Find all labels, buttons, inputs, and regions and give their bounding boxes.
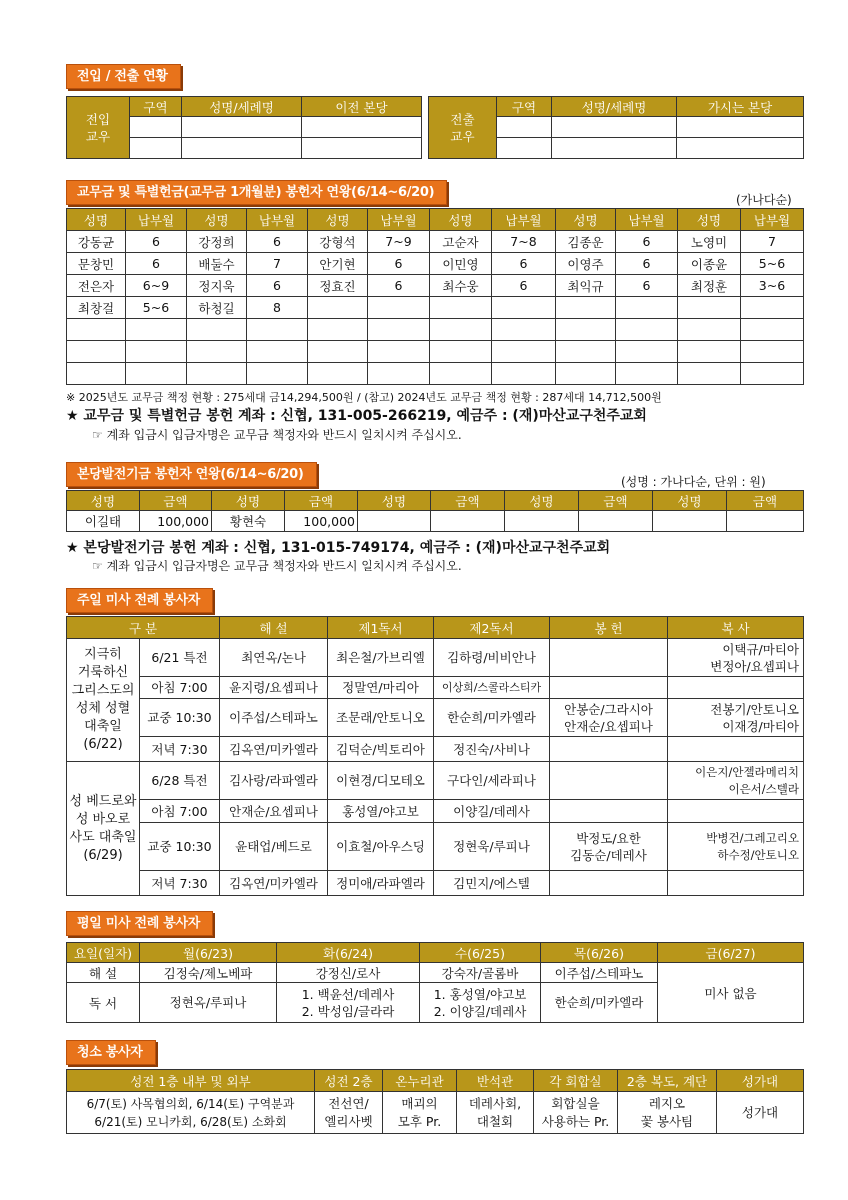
sunday-cell: 정말연/마리아 [328, 677, 434, 699]
sunday-cell: 박병건/그레고리오 하수정/안토니오 [668, 823, 804, 871]
tithe-name-cell [187, 319, 247, 341]
cleaning-cell: 데레사회, 대철회 [457, 1092, 534, 1134]
building-unit-note: (성명 : 가나다순, 단위 : 원) [621, 475, 766, 489]
tithe-name-cell: 최익규 [556, 275, 616, 297]
transfer-out-label: 전출 교우 [429, 97, 497, 159]
tithe-month-cell [368, 341, 430, 363]
tithe-account: ★ 교무금 및 특별헌금 봉헌 계좌 : 신협, 131-005-266219, 예금주 : (재)마산교구천주교회 [66, 408, 647, 424]
building-name-cell [505, 511, 579, 532]
tithe-name-cell [308, 363, 368, 385]
sunday-cell: 윤태업/베드로 [220, 823, 328, 871]
tithe-name-cell [308, 297, 368, 319]
sunday-cell [550, 871, 668, 896]
sunday-cell: 박정도/요한 김동순/데레사 [550, 823, 668, 871]
tithe-month-cell [368, 297, 430, 319]
tithe-name-cell: 강정희 [187, 231, 247, 253]
weekday-table [66, 942, 804, 1023]
building-amount-cell: 100,000 [140, 511, 212, 532]
tithe-name-cell [430, 297, 492, 319]
tithe-name-cell [308, 319, 368, 341]
weekday-cell: 강숙자/골롬바 [420, 963, 541, 983]
sunday-cell: 김옥연/미카엘라 [220, 871, 328, 896]
tithe-month-cell [368, 363, 430, 385]
tithe-name-cell: 김종운 [556, 231, 616, 253]
tithe-row [67, 231, 804, 253]
tithe-month-cell: 6 [247, 231, 308, 253]
tithe-month-cell: 6 [616, 275, 678, 297]
tithe-name-cell: 강동균 [67, 231, 126, 253]
cleaning-cell: 레지오 꽃 봉사팀 [618, 1092, 717, 1134]
sunday-table [66, 616, 804, 896]
tithe-month-cell [126, 363, 187, 385]
tithe-header-cell: 납부월 [741, 209, 804, 231]
weekday-cell: 이주섭/스테파노 [541, 963, 658, 983]
tithe-sort-note: (가나다순) [736, 193, 792, 207]
tithe-name-cell [678, 297, 741, 319]
tithe-month-cell: 7~9 [368, 231, 430, 253]
building-header-cell: 성명 [212, 491, 285, 511]
weekday-cell: 정현옥/루피나 [140, 983, 277, 1023]
cleaning-header-cell: 2층 복도, 계단 [618, 1070, 717, 1092]
tithe-month-cell [616, 341, 678, 363]
sunday-cell: 김덕순/빅토리아 [328, 737, 434, 762]
building-amount-cell [727, 511, 804, 532]
sunday-header-cell: 제2독서 [434, 617, 550, 639]
sunday-feast-label: 성 베드로와 성 바오로 사도 대축일 (6/29) [67, 762, 140, 896]
sunday-row [67, 762, 804, 800]
sunday-cell: 이효철/아우스딩 [328, 823, 434, 871]
tithe-name-cell: 최수웅 [430, 275, 492, 297]
cleaning-table [66, 1069, 804, 1134]
tithe-name-cell: 이영주 [556, 253, 616, 275]
tithe-name-cell [556, 363, 616, 385]
tithe-name-cell: 정지욱 [187, 275, 247, 297]
tithe-name-cell [678, 363, 741, 385]
tithe-name-cell: 이민영 [430, 253, 492, 275]
tithe-month-cell: 6 [126, 253, 187, 275]
cleaning-header-cell: 성전 2층 [315, 1070, 383, 1092]
tithe-name-cell: 노영미 [678, 231, 741, 253]
tithe-name-cell [308, 341, 368, 363]
weekday-friday-cell: 미사 없음 [658, 963, 804, 1023]
weekday-cell: 한순희/미카엘라 [541, 983, 658, 1023]
tithe-name-cell [556, 341, 616, 363]
tithe-name-cell [430, 363, 492, 385]
tithe-table [66, 208, 804, 385]
sunday-cell: 김사랑/라파엘라 [220, 762, 328, 800]
tithe-month-cell [616, 319, 678, 341]
weekday-section-title: 평일 미사 전례 봉사자 [66, 911, 213, 936]
tithe-hint: ☞ 계좌 입금시 입금자명은 교무금 책정자와 반드시 일치시켜 주십시오. [92, 428, 462, 442]
tithe-row [67, 253, 804, 275]
tithe-month-cell: 6 [492, 275, 556, 297]
sunday-cell: 이은지/안젤라메리치 이은서/스텔라 [668, 762, 804, 800]
building-table [66, 490, 804, 532]
cleaning-cell: 전선연/ 엘리사벳 [315, 1092, 383, 1134]
sunday-header-cell: 봉 헌 [550, 617, 668, 639]
building-hint: ☞ 계좌 입금시 입금자명은 교무금 책정자와 반드시 일치시켜 주십시오. [92, 559, 462, 573]
tithe-name-cell: 강형석 [308, 231, 368, 253]
tithe-name-cell [678, 341, 741, 363]
sunday-cell: 안재순/요셉피나 [220, 800, 328, 823]
transfer-out-table: 전출 교우 구역 성명/세례명 가시는 본당 [428, 96, 804, 159]
tithe-header-cell: 납부월 [368, 209, 430, 231]
tithe-name-cell: 배둘수 [187, 253, 247, 275]
building-name-cell [653, 511, 727, 532]
tithe-month-cell [368, 319, 430, 341]
cleaning-header-cell: 각 회합실 [534, 1070, 618, 1092]
sunday-cell [668, 800, 804, 823]
weekday-cell: 1. 홍성열/야고보 2. 이양길/데레사 [420, 983, 541, 1023]
building-header-cell: 금액 [579, 491, 653, 511]
sunday-cell: 저녁 7:30 [140, 737, 220, 762]
transfer-section-title: 전입 / 전출 연황 [66, 64, 181, 89]
tithe-header-cell: 납부월 [247, 209, 308, 231]
tithe-header-cell: 납부월 [126, 209, 187, 231]
weekday-commentary-row [67, 963, 804, 983]
tithe-month-cell [492, 363, 556, 385]
sunday-cell: 정미애/라파엘라 [328, 871, 434, 896]
tithe-name-cell [67, 319, 126, 341]
cleaning-header-cell: 온누리관 [383, 1070, 457, 1092]
sunday-cell: 교중 10:30 [140, 823, 220, 871]
tithe-header-cell: 성명 [187, 209, 247, 231]
tithe-row [67, 363, 804, 385]
tithe-name-cell [67, 341, 126, 363]
sunday-cell: 한순희/미카엘라 [434, 699, 550, 737]
tithe-name-cell [430, 319, 492, 341]
tithe-name-cell [678, 319, 741, 341]
tithe-header-cell: 납부월 [492, 209, 556, 231]
sunday-cell: 구다인/세라피나 [434, 762, 550, 800]
sunday-header-cell: 복 사 [668, 617, 804, 639]
building-header-cell: 성명 [653, 491, 727, 511]
tithe-month-cell [492, 297, 556, 319]
building-header-cell: 금액 [727, 491, 804, 511]
transfer-in-table: 전입 교우 구역 성명/세례명 이전 본당 [66, 96, 422, 159]
cleaning-header-cell: 반석관 [457, 1070, 534, 1092]
weekday-header-cell: 수(6/25) [420, 943, 541, 963]
tithe-month-cell [492, 319, 556, 341]
tithe-name-cell: 안기현 [308, 253, 368, 275]
sunday-cell: 이양길/데레사 [434, 800, 550, 823]
tithe-month-cell: 6 [368, 253, 430, 275]
sunday-cell: 전봉기/안토니오 이재경/마티아 [668, 699, 804, 737]
sunday-cell: 홍성열/야고보 [328, 800, 434, 823]
tithe-name-cell: 이종윤 [678, 253, 741, 275]
weekday-header-cell: 목(6/26) [541, 943, 658, 963]
cleaning-cell: 회합실을 사용하는 Pr. [534, 1092, 618, 1134]
weekday-cell: 강정신/로사 [277, 963, 420, 983]
sunday-cell: 최은철/가브리엘 [328, 639, 434, 677]
tithe-month-cell: 6 [616, 231, 678, 253]
tithe-month-cell: 7 [741, 231, 804, 253]
tithe-header-cell: 성명 [67, 209, 126, 231]
tithe-name-cell [430, 341, 492, 363]
sunday-row [67, 639, 804, 677]
tithe-month-cell: 7 [247, 253, 308, 275]
tithe-name-cell [187, 363, 247, 385]
tithe-month-cell [741, 319, 804, 341]
weekday-header-cell: 월(6/23) [140, 943, 277, 963]
building-header-cell: 성명 [67, 491, 140, 511]
sunday-feast-label: 지극히 거룩하신 그리스도의 성체 성혈 대축일 (6/22) [67, 639, 140, 762]
building-header-cell: 금액 [431, 491, 505, 511]
cleaning-cell: 6/7(토) 사목협의회, 6/14(토) 구역분과 6/21(토) 모니카회, 6/28(토) 소화회 [67, 1092, 315, 1134]
tithe-name-cell: 최정훈 [678, 275, 741, 297]
sunday-header-cell: 구 분 [67, 617, 220, 639]
sunday-row [67, 677, 804, 699]
cleaning-section-title: 청소 봉사자 [66, 1040, 156, 1065]
weekday-header-cell: 요일(일자) [67, 943, 140, 963]
sunday-cell: 교중 10:30 [140, 699, 220, 737]
tithe-row [67, 341, 804, 363]
tithe-month-cell: 8 [247, 297, 308, 319]
cleaning-header-cell: 성가대 [717, 1070, 804, 1092]
tithe-name-cell [556, 319, 616, 341]
building-name-cell [358, 511, 431, 532]
sunday-header-cell: 해 설 [220, 617, 328, 639]
tithe-month-cell: 3~6 [741, 275, 804, 297]
building-amount-cell [431, 511, 505, 532]
building-name-cell: 이길태 [67, 511, 140, 532]
tithe-name-cell: 전은자 [67, 275, 126, 297]
tithe-month-cell [741, 363, 804, 385]
sunday-cell: 김민지/에스텔 [434, 871, 550, 896]
sunday-cell [668, 677, 804, 699]
tithe-name-cell: 하청길 [187, 297, 247, 319]
tithe-header-cell: 성명 [678, 209, 741, 231]
sunday-cell: 조문래/안토니오 [328, 699, 434, 737]
tithe-month-cell [741, 341, 804, 363]
tithe-name-cell: 문창민 [67, 253, 126, 275]
sunday-cell: 정진숙/사비나 [434, 737, 550, 762]
tithe-name-cell [556, 297, 616, 319]
sunday-cell: 아침 7:00 [140, 677, 220, 699]
weekday-cell: 1. 백윤선/데레사 2. 박성임/글라라 [277, 983, 420, 1023]
sunday-cell: 정현욱/루피나 [434, 823, 550, 871]
weekday-header-cell: 금(6/27) [658, 943, 804, 963]
building-amount-cell [579, 511, 653, 532]
building-header-cell: 성명 [358, 491, 431, 511]
sunday-cell: 6/28 특전 [140, 762, 220, 800]
building-header-cell: 금액 [285, 491, 358, 511]
tithe-header-cell: 성명 [308, 209, 368, 231]
tithe-row [67, 319, 804, 341]
sunday-row [67, 871, 804, 896]
tithe-name-cell: 고순자 [430, 231, 492, 253]
sunday-cell [550, 800, 668, 823]
tithe-month-cell [616, 297, 678, 319]
cleaning-row [67, 1092, 804, 1134]
building-header-cell: 성명 [505, 491, 579, 511]
tithe-name-cell [67, 363, 126, 385]
tithe-month-cell [247, 319, 308, 341]
tithe-row [67, 275, 804, 297]
building-header-cell: 금액 [140, 491, 212, 511]
tithe-name-cell [187, 341, 247, 363]
tithe-month-cell: 6 [492, 253, 556, 275]
tithe-header-cell: 성명 [430, 209, 492, 231]
sunday-cell [550, 737, 668, 762]
tithe-month-cell: 7~8 [492, 231, 556, 253]
tithe-header-cell: 납부월 [616, 209, 678, 231]
tithe-header-cell: 성명 [556, 209, 616, 231]
sunday-row [67, 800, 804, 823]
transfer-in-label: 전입 교우 [67, 97, 130, 159]
tithe-month-cell [247, 363, 308, 385]
tithe-month-cell: 6 [247, 275, 308, 297]
sunday-cell: 아침 7:00 [140, 800, 220, 823]
weekday-cell: 김정숙/제노베파 [140, 963, 277, 983]
sunday-cell: 이주섭/스테파노 [220, 699, 328, 737]
sunday-cell [550, 639, 668, 677]
sunday-cell: 김하령/비비안나 [434, 639, 550, 677]
tithe-month-cell [492, 341, 556, 363]
sunday-cell: 6/21 특전 [140, 639, 220, 677]
tithe-month-cell: 6 [126, 231, 187, 253]
tithe-month-cell [126, 319, 187, 341]
sunday-cell: 이상희/스콜라스티카 [434, 677, 550, 699]
sunday-cell: 김옥연/미카엘라 [220, 737, 328, 762]
building-section-title: 본당발전기금 봉헌자 연왕(6/14~6/20) [66, 462, 317, 487]
tithe-month-cell [616, 363, 678, 385]
tithe-month-cell: 5~6 [741, 253, 804, 275]
tithe-footnote: ※ 2025년도 교무금 책정 현황 : 275세대 금14,294,500원 / (참고) 2024년도 교무금 책정 현황 : 287세대 14,712,500원 [66, 391, 662, 404]
sunday-cell [668, 871, 804, 896]
tithe-section-title: 교무금 및 특별헌금(교무금 1개월분) 봉헌자 연왕(6/14~6/20) [66, 180, 447, 205]
tithe-month-cell: 6 [616, 253, 678, 275]
sunday-cell [668, 737, 804, 762]
tithe-month-cell: 5~6 [126, 297, 187, 319]
tithe-month-cell [741, 297, 804, 319]
tithe-month-cell: 6 [368, 275, 430, 297]
sunday-cell: 이택규/마티아 변정아/요셉피나 [668, 639, 804, 677]
sunday-row [67, 699, 804, 737]
tithe-month-cell [126, 341, 187, 363]
sunday-cell: 윤지령/요셉피나 [220, 677, 328, 699]
building-name-cell: 황현숙 [212, 511, 285, 532]
sunday-header-cell: 제1독서 [328, 617, 434, 639]
cleaning-cell: 성가대 [717, 1092, 804, 1134]
tithe-name-cell: 최창걸 [67, 297, 126, 319]
tithe-month-cell: 6~9 [126, 275, 187, 297]
sunday-section-title: 주일 미사 전례 봉사자 [66, 588, 213, 613]
sunday-cell: 이현경/디모테오 [328, 762, 434, 800]
sunday-row [67, 737, 804, 762]
weekday-row-label: 독 서 [67, 983, 140, 1023]
weekday-row-label: 해 설 [67, 963, 140, 983]
building-account: ★ 본당발전기금 봉헌 계좌 : 신협, 131-015-749174, 예금주 : (재)마산교구천주교회 [66, 540, 611, 556]
sunday-cell: 최연옥/논나 [220, 639, 328, 677]
tithe-row [67, 297, 804, 319]
building-amount-cell: 100,000 [285, 511, 358, 532]
cleaning-cell: 매괴의 모후 Pr. [383, 1092, 457, 1134]
tithe-name-cell: 정효진 [308, 275, 368, 297]
sunday-cell: 저녁 7:30 [140, 871, 220, 896]
sunday-row [67, 823, 804, 871]
sunday-cell: 안봉순/그라시아 안재순/요셉피나 [550, 699, 668, 737]
sunday-cell [550, 677, 668, 699]
tithe-month-cell [247, 341, 308, 363]
weekday-header-cell: 화(6/24) [277, 943, 420, 963]
cleaning-header-cell: 성전 1층 내부 및 외부 [67, 1070, 315, 1092]
sunday-cell [550, 762, 668, 800]
